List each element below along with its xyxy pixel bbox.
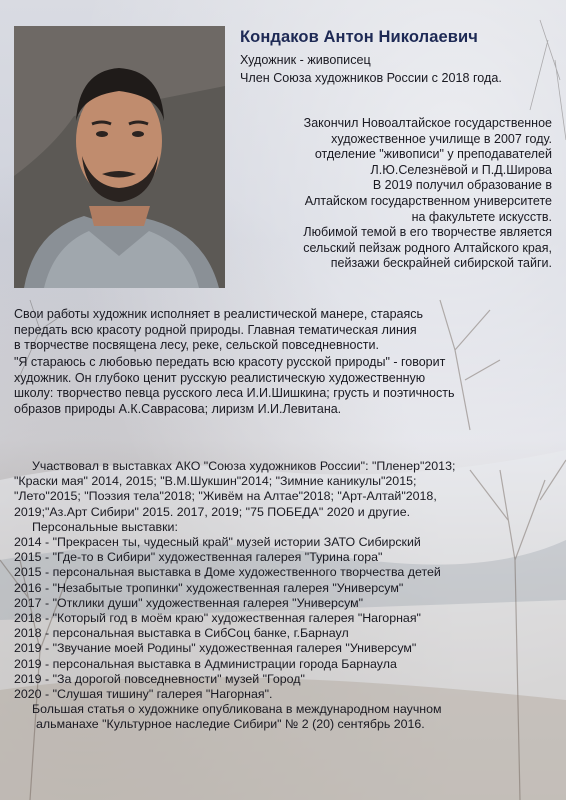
biography (242, 116, 552, 272)
group-exhibitions-line: "Краски мая" 2014, 2015; "В.М.Шукшин"2014; "Зимние каникулы"2015; (14, 474, 417, 489)
personal-exhibition-item: 2020 - "Слушая тишину" галерея "Нагорная". (14, 687, 273, 702)
style-paragraph: Свои работы художник исполняет в реалистической манере, стараясь передать всю красоту родной природы. Главная тематическая линия в творчестве посвящена лесу, реке, сельской повседневности. (14, 307, 424, 353)
personal-exhibition-item: 2014 - "Прекрасен ты, чудесный край" музей истории ЗАТО Сибирский (14, 535, 421, 550)
personal-exhibition-item: 2019 - "Звучание моей Родины" художественная галерея "Универсум" (14, 641, 417, 656)
personal-exhibitions-heading: Персональные выставки: (32, 519, 178, 534)
quote-paragraph: "Я стараюсь с любовью передать всю красоту русской природы" - говорит художник. Он глубоко ценит русскую реалистическую художественную школу: творчество певца русского леса И.И.Шишкина; грусть и поэтичность образов природы А.К.Саврасова; лиризм И.И.Левитана. (14, 355, 455, 416)
article-line: Большая статья о художнике опубликована в международном научном (32, 702, 442, 717)
article-line: альманахе "Культурное наследие Сибири" № 2 (20) сентябрь 2016. (36, 717, 425, 732)
personal-exhibition-item: 2017 - "Отклики души" художественная галерея "Универсум" (14, 595, 364, 610)
portrait-icon (14, 26, 225, 288)
personal-exhibition-item: 2016 - "Незабытые тропинки" художественная галерея "Универсум" (14, 580, 404, 595)
personal-exhibition-item: 2019 - персональная выставка в Администрации города Барнаула (14, 656, 397, 671)
bio-theme: Любимой темой в его творчестве является сельский пейзаж родного Алтайского края, пейзажи бескрайней сибирской тайги. (303, 225, 552, 271)
bio-education: Закончил Новоалтайское государственное художественное училище в 2007 году. отделение "живописи" у преподавателей Л.Ю.Селезнёвой и П.Д.Широва (303, 116, 552, 177)
artist-portrait-photo (14, 26, 225, 288)
group-exhibitions-line: "Лето"2015; "Поэзия тела"2018; "Живём на Алтае"2018; "Арт-Алтай"2018, (14, 489, 437, 504)
bio-university: В 2019 получил образование в Алтайском государственном университете на факультете искусств. (304, 178, 552, 224)
group-exhibitions-line: Участвовал в выставках АКО "Союза художников России": "Пленер"2013; (32, 459, 456, 473)
personal-exhibition-item: 2018 - "Который год в моём краю" художественная галерея "Нагорная" (14, 611, 421, 626)
personal-exhibition-item: 2015 - персональная выставка в Доме художественного творчества детей (14, 565, 441, 580)
personal-exhibition-item: 2018 - персональная выставка в СибСоц банке, г.Барнаул (14, 626, 349, 641)
personal-exhibition-item: 2019 - "За дорогой повседневности" музей "Город" (14, 671, 305, 686)
personal-exhibition-item: 2015 - "Где-то в Сибири" художественная галерея "Турина гора" (14, 550, 383, 565)
artist-title: Художник - живописец (240, 53, 371, 67)
group-exhibitions-line: 2019;"Аз.Арт Сибири" 2015. 2017, 2019; "75 ПОБЕДА" 2020 и другие. (14, 504, 411, 519)
artist-membership: Член Союза художников России с 2018 года. (240, 71, 502, 85)
exhibitions-section (14, 459, 559, 733)
artist-name: Кондаков Антон Николаевич (240, 28, 478, 46)
